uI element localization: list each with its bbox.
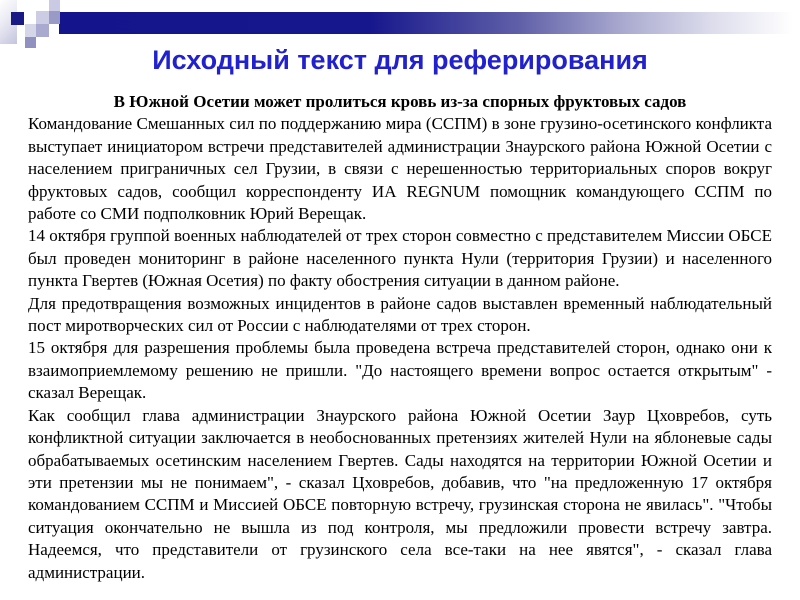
article-body xyxy=(28,91,772,584)
decor-square-low-medium xyxy=(36,24,49,37)
header-gradient-bar xyxy=(59,12,800,34)
body-paragraph: Как сообщил глава администрации Знаурского района Южной Осетии Заур Цховребов, суть конфликтной ситуации заключается в необоснованных претензиях жителей Нули на яблоневые сады обрабатываемых осетинским населением Гвертев. Сады находятся на территории Южной Осетии и эти претензии мы не понимаем", - сказал Цховребов, добавив, что "на предложенную 17 октября командованием ССПМ и Миссией ОБСЕ повторную встречу, грузинская сторона не явилась". "Чтобы ситуация окончательно не вышла из под контроля, мы предложили провести встречу завтра. Надеемся, что представители от грузинского села все-таки на нее явятся", - сказал глава администрации. xyxy=(28,405,772,582)
body-paragraph: Командование Смешанных сил по поддержанию мира (ССПМ) в зоне грузино-осетинского конфликта выступает инициатором встречи представителей администрации Знаурского района Южной Осетии с населением приграничных сел Грузии, в связи с нерешенностью территориальных споров вокруг фруктовых садов, сообщил корреспонденту ИА REGNUM помощник командующего ССПМ по работе со СМИ подполковник Юрий Верещак. xyxy=(28,114,772,224)
decor-square-mid-light xyxy=(36,11,49,24)
body-paragraph: 14 октября группой военных наблюдателей от трех сторон совместно с представителем Миссии ОБСЕ был проведен мониторинг в районе населенного пункта Нули (территория Грузии) и населенного пункта Гвертев (Южная Осетия) по факту обострения ситуации в данном районе. xyxy=(28,226,772,291)
body-paragraph: 15 октября для разрешения проблемы была проведена встреча представителей сторон, однако они к взаимоприемлемому решению не пришли. "До настоящего времени вопрос остается открытым" - сказал Верещак. xyxy=(28,338,772,403)
article-headline: В Южной Осетии может пролиться кровь из-за спорных фруктовых садов xyxy=(113,92,687,111)
body-paragraph: Для предотвращения возможных инцидентов в районе садов выставлен временный наблюдательный пост миротворческих сил от России с наблюдателями от трех сторон. xyxy=(28,293,772,336)
decor-square-navy xyxy=(11,12,24,25)
slide-title: Исходный текст для реферирования xyxy=(152,45,648,75)
decor-square-low-light xyxy=(25,24,36,37)
decor-square-top-light xyxy=(49,0,60,11)
decor-square-mid-medium xyxy=(49,11,60,24)
